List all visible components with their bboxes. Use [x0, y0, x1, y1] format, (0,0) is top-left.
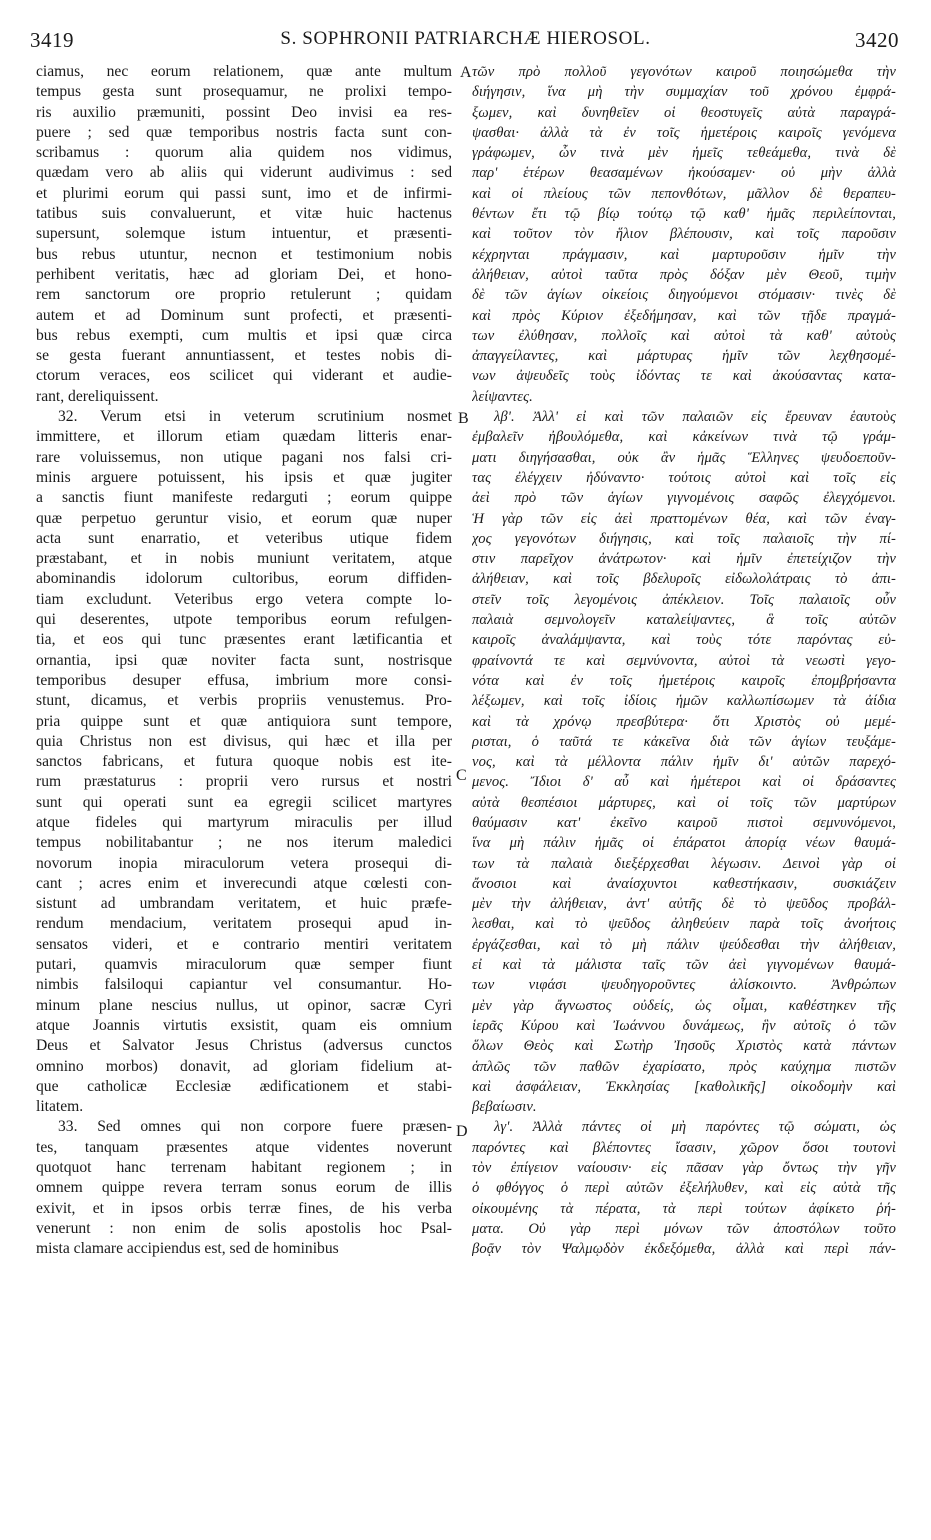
text-line: δὲ τῶν ἁγίων οἰκείοις διηγούμενοι στόμασιν· τινὲς δὲ	[472, 287, 896, 304]
text-line: μὲν γὰρ ἄγνωστος οὐδείς, ὡς οἶμαι, καθέστηκεν τῆς	[472, 997, 896, 1014]
text-line: τῶν πρὸ πολλοῦ γεγονότων καιροῦ ποιησώμεθα τὴν	[472, 64, 896, 80]
text-line: minis arguere potuissent, his ipsis et quæ jugiter	[36, 468, 452, 486]
text-line: στιν παρεῖχον ἀνάτρωτον· καὶ ἡμῖν ἐπετείχιζον τὴν	[472, 551, 896, 568]
text-line: se gesta fuerant annuntiassent, et testes nobis di-	[36, 347, 452, 365]
text-line: rendum mendacium, veritatem prosequi apud in-	[36, 915, 452, 933]
text-line: τὸν ἐπίγειον ναίουσιν· εἰς πᾶσαν γὰρ ὄντως τὴν γῆν	[472, 1160, 896, 1177]
text-line: ματα. Οὐ γὰρ περὶ μόνων τῶν ἀποστόλων τοῦτο	[472, 1220, 896, 1237]
right-column-number: 3420	[855, 28, 899, 52]
text-line: scribamus : quorum alia quidem nos vidimus,	[36, 144, 452, 162]
text-line: καὶ ἀσφάλειαν, Ἐκκλησίας [καθολικῆς] οἰκοδομὴν καὶ	[472, 1078, 896, 1095]
text-line: καὶ οἱ πλείους τῶν πεπονθότων, μᾶλλον δὲ θεραπευ-	[472, 185, 896, 202]
text-line: tempus nobilitabantur ; ne nos iterum maledici	[36, 834, 452, 852]
text-line: ἁπλῶς τῶν παθῶν ἐχαρίσατο, πρὸς καύχημα πιστῶν	[472, 1058, 896, 1075]
text-line: ciamus, nec eorum relationem, quæ ante multum	[36, 63, 452, 80]
latin-column	[36, 62, 452, 1260]
text-line: διήγησιν, ἵνα μὴ τὴν συμμαχίαν τοῦ χρόνου ἐμφρά-	[472, 84, 896, 101]
text-line: rum præstaturus : proprii vero rursus et nostri	[36, 773, 452, 791]
page-header	[0, 28, 931, 56]
text-line: bus rebus exempti, cum multis et ipsi quæ circa	[36, 326, 452, 344]
text-line: ματι διηγήσασθαι, οὐκ ἂν ἡμᾶς Ἕλληνες ψευδοεποῦν-	[472, 449, 896, 466]
text-line: litatem.	[36, 1098, 84, 1116]
text-line: tia, et eos qui tunc præsentes erant lætificantia et	[36, 631, 452, 649]
section-marker-d: D	[456, 1123, 468, 1140]
text-line: φραίνοντά τε καὶ σεμνύνοντα, αὐτοὶ τὰ νεωστὶ γεγο-	[472, 652, 896, 669]
text-line: bus rebus utuntur, necnon et testimonium nobis	[36, 245, 452, 263]
text-line: perhibent veritatis, hæc ad gloriam Dei, et hono-	[36, 265, 452, 283]
text-line: μενος. Ἴδιοι δ' αὖ καὶ ἡμέτεροι καὶ οἱ δράσαντες	[472, 774, 896, 791]
text-line: ἐμβαλεῖν ἠβουλόμεθα, καὶ κἀκείνων τινὰ τῷ γράμ-	[472, 429, 896, 446]
text-line: ἵνα μὴ πάλιν ἡμᾶς οἱ ἐπάρατοι ἀπορίᾳ νέων θαυμά-	[472, 835, 896, 852]
text-line: ctorum veraces, eos scilicet qui viderant et audie-	[36, 367, 452, 385]
text-line: ψασθαι· ἀλλὰ τὰ ἐν τοῖς ἡμετέροις καιροῖς γενόμενα	[472, 124, 896, 141]
text-line: pria quippe sunt et quæ antiquiora sunt tempore,	[36, 712, 452, 730]
text-line: βεβαίωσιν.	[472, 1099, 537, 1116]
text-line: tiam excludunt. Veteribus ergo vetera compte lo-	[36, 590, 452, 608]
text-line: temporibus desuper effusa, imbrium more consi-	[36, 671, 452, 689]
text-line: minum plane nescius nullus, ut opinor, sacræ Cyri	[36, 996, 452, 1014]
text-line: νων ἀψευδεῖς τοὺς ἰδόντας τε καὶ ἀκούσαντας κατα-	[472, 368, 896, 385]
text-line: quotquot hanc terrenam habitant regionem ; in	[36, 1159, 452, 1177]
text-line: a sanctis fiunt manifeste redarguti ; eorum quippe	[36, 489, 452, 507]
text-line: καιροῖς ἀναλάμψαντα, καὶ τοὺς τότε παρόντας εὐ-	[472, 632, 896, 649]
text-line: 33. Sed omnes qui non corpore fuere præsen-	[58, 1118, 452, 1136]
text-line: παρ' ἑτέρων θεασαμένων ἠκούσαμεν· οὐ μὴν ἀλλὰ	[472, 165, 896, 182]
text-line: ὁ φθόγγος ὁ περὶ αὐτῶν ἐξελήλυθεν, καὶ εἰς αὐτὰ τῆς	[472, 1180, 896, 1197]
text-line: ἱερᾶς Κύρου καὶ Ἰωάννου δυνάμεως, ἣν αὐτοῖς ὁ τῶν	[472, 1017, 896, 1034]
text-line: ἀπαγγείλαντες, καὶ μάρτυρας ἡμῖν τῶν λεχθησομέ-	[472, 348, 896, 365]
text-line: omnem quippe revera terram sonus eorum de illis	[36, 1179, 452, 1197]
text-line: κέχρηνται πράγμασιν, καὶ μαρτυροῦσιν ἡμῖν τὴν	[472, 246, 896, 263]
text-line: τας ἐλέγχειν ἠδύναντο· τούτοις αὐτοὶ καὶ τοῖς εἰς	[472, 469, 896, 486]
text-line: sensatos videri, et e contrario mentiri veritatem	[36, 935, 452, 953]
text-line: θαύμασιν κατ' ἐκεῖνο καιροῦ πιστοὶ σεμνυνόμενοι,	[472, 814, 896, 831]
text-line: stunt, dicamus, et verbis propriis venustemus. Pro-	[36, 692, 452, 710]
text-line: abominandis idolorum cultoribus, eorum diffiden-	[36, 570, 452, 588]
text-line: quæ perpetuo geruntur visio, et eorum quæ nuper	[36, 509, 452, 527]
text-line: sanctos fabricans, et futura quoque nobis est ite-	[36, 753, 452, 771]
text-line: acta sunt enarratio, et veteribus utique fidem	[36, 529, 452, 547]
text-line: των τὰ παλαιὰ διεξέρχεσθαι λέγωσιν. Δεινοὶ γὰρ οἱ	[472, 855, 896, 872]
text-line: μὲν τὴν ἀλήθειαν, ἀντ' αὐτῆς δὲ τὸ ψεῦδος προβάλ-	[472, 896, 896, 913]
text-line: qui deserentes, utpote temporibus eorum refulgen-	[36, 611, 452, 629]
text-line: οἰκουμένης τὰ πέρατα, τὰ περὶ τούτων ἀφίκετο ῥή-	[472, 1200, 896, 1217]
running-title: S. SOPHRONII PATRIARCHÆ HIEROSOL.	[280, 28, 651, 49]
text-line: στεῖν τοῖς λεγομένοις ἀπέκλειον. Τοῖς παλαιοῖς οὖν	[472, 591, 896, 608]
text-line: βοᾷν τὸν Ψαλμῳδὸν ἐκδεξόμεθα, ἀλλὰ καὶ περὶ πάν-	[472, 1241, 896, 1258]
text-line: rare voluissemus, non utique pagani nos falsi cri-	[36, 448, 452, 466]
text-line: ornantia, ipsi quæ noviter facta sunt, nostrisque	[36, 651, 452, 669]
section-marker-b: B	[458, 410, 469, 427]
text-line: præstabant, et in nobis muniunt veritatem, atque	[36, 550, 452, 568]
text-line: ἄνοσιοι καὶ ἀναίσχυντοι καθεστήκασιν, συσκιάζειν	[472, 875, 896, 892]
text-line: exivit, et in ipsos orbis terræ fines, de his verba	[36, 1199, 452, 1217]
text-line: tes, tanquam præsentes atque videntes noverunt	[36, 1138, 452, 1156]
text-line: καὶ πρὸς Κύριον ἐξεδήμησαν, καὶ τῶν τῇδε πραγμά-	[472, 307, 896, 324]
text-line: 32. Verum etsi in veterum scrutinium nosmet	[58, 408, 452, 426]
text-line: ξωμεν, καὶ δυνηθεῖεν οἱ θεοστυγεῖς αὐτὰ παραγρά-	[472, 104, 896, 121]
text-line: autem et ad Dominum sunt profecti, et præsenti-	[36, 306, 452, 324]
text-line: χος γεγονότων διήγησις, καὶ τοῖς παλαιοῖς τὴν πί-	[472, 530, 896, 547]
text-line: tempus gesta sunt prosequamur, ne prolixi tempo-	[36, 83, 452, 101]
text-line: Ἡ γὰρ τῶν εἰς ἀεὶ πραττομένων θέα, καὶ τῶν ἐναγ-	[472, 510, 896, 527]
text-line: των νιφάσι ψευδηγοροῦντες ἁλίσκοιντο. Ἀνθρώπων	[472, 977, 896, 994]
text-line: παλαιὰ σεμνολογεῖν καταλείψαντες, ἃ τοῖς αὐτῶν	[472, 612, 896, 629]
text-line: nimbis falsiloqui capiantur vel consumantur. Ho-	[36, 976, 452, 994]
text-line: sunt qui operati sunt ea egregii scilicet martyres	[36, 793, 452, 811]
text-line: καὶ τοῦτον τὸν ἥλιον βλέπουσιν, καὶ τοῖς παροῦσιν	[472, 226, 896, 243]
text-line: λβʹ. Ἀλλ' εἰ καὶ τῶν παλαιῶν εἰς ἔρευναν ἑαυτοὺς	[494, 409, 896, 426]
text-line: αὐτὰ θεσπέσιοι μάρτυρες, καὶ οἱ τοῖς τῶν μαρτύρων	[472, 794, 896, 811]
text-line: λείψαντες.	[472, 388, 533, 405]
greek-column	[472, 62, 896, 1260]
text-line: εἰ καὶ τὰ μάλιστα ταῖς τῶν ἀεὶ γιγνομένων θαυμά-	[472, 957, 896, 974]
text-line: ris auxilio præmuniti, possint Deo invisi ea res-	[36, 103, 452, 121]
text-line: ἀλήθειαν, αὐτοὶ ταῦτα πρὸς δόξαν μὲν Θεοῦ, τιμὴν	[472, 266, 896, 283]
text-line: των ἐλύθησαν, πολλοῖς καὶ αὐτοὶ τὰ καθ' αὐτοὺς	[472, 327, 896, 344]
text-line: νότα καὶ ἐν τοῖς ἡμετέροις καιροῖς ἐπομβρήσαντα	[472, 672, 896, 689]
text-line: atque Joannis virtutis exsistit, quam eis omnium	[36, 1016, 452, 1034]
text-line: rant, dereliquissent.	[36, 387, 159, 405]
text-line: putari, quamvis miraculorum quæ semper fiunt	[36, 956, 452, 974]
text-line: quia Christus non est divisus, qui hæc et illa per	[36, 732, 452, 750]
text-line: rem sanctorum ore proprio retulerunt ; quidam	[36, 286, 452, 304]
text-line: ἐργάζεσθαι, καὶ τὸ μὴ πάλιν ψεύδεσθαι τὴν ἀλήθειαν,	[472, 936, 896, 953]
text-line: atque fideles qui martyrum miraculis per illud	[36, 813, 452, 831]
text-line: ἀεὶ πρὸ τῶν ἁγίων γιγνομένοις σαφῶς ἐλεγχόμενοι.	[472, 490, 896, 507]
text-line: λέξωμεν, καὶ τοῖς ἰδίοις ἡμῶν καλλωπίσωμεν τὰ ἀίδια	[472, 693, 896, 710]
text-line: Deus et Salvator Jesus Christus (adversus cunctos	[36, 1037, 452, 1055]
text-line: venerunt : non enim de solis apostolis hoc Psal-	[36, 1219, 452, 1237]
text-line: que catholicæ Ecclesiæ ædificationem et stabi-	[36, 1077, 452, 1095]
text-line: immittere, et illorum etiam quædam litteris enar-	[36, 428, 452, 446]
text-line: supersunt, solemque istum intuentur, et præsenti-	[36, 225, 452, 243]
text-line: et plurimi eorum qui passi sunt, imo et de infirmi-	[36, 184, 452, 202]
section-marker-c: C	[456, 767, 467, 784]
section-marker-a: A	[460, 64, 472, 81]
left-column-number: 3419	[30, 28, 74, 52]
text-line: omnino morbos) donavit, ad gloriam fidelium at-	[36, 1057, 452, 1075]
text-line: cant ; acres enim et inverecundi atque cœlesti con-	[36, 874, 452, 892]
text-line: puere ; sed quæ temporibus nostris facta sunt con-	[36, 123, 452, 141]
text-line: καὶ τὰ χρόνῳ πρεσβύτερα· ὅτι Χριστὸς οὐ μεμέ-	[472, 713, 896, 730]
text-line: θέντων ἔτι τῷ βίῳ τούτῳ τῷ καθ' ἡμᾶς περιλείπονται,	[472, 206, 896, 223]
text-line: ἀλήθειαν, καὶ τοῖς βδελυροῖς εἰδωλολάτραις τὸ ἀπι-	[472, 571, 896, 588]
text-line: λγʹ. Ἀλλὰ πάντες οἱ μὴ παρόντες τῷ σώματι, ὡς	[494, 1119, 896, 1136]
text-line: mista clamare accipiendus est, sed de hominibus	[36, 1240, 339, 1258]
text-line: novorum inopia miraculorum vetera prosequi di-	[36, 854, 452, 872]
text-line: λεσθαι, καὶ τὸ ψεῦδος ἀληθεύειν παρὰ τοῖς ἀνοήτοις	[472, 916, 896, 933]
text-line: παρόντες καὶ βλέποντες ἴσασιν, χῶρον ὅσοι τουτονὶ	[472, 1139, 896, 1156]
text-line: γράφωμεν, ὧν τινὰ μὲν ἡμεῖς τεθεάμεθα, τινὰ δὲ	[472, 145, 896, 162]
text-line: ρισται, ὁ ταῦτά τε κἀκεῖνα διὰ τῶν ἁγίων τευξάμε-	[472, 733, 896, 750]
text-line: νος, καὶ τὰ μέλλοντα πάλιν ἡμῖν δι' αὐτῶν παρεχό-	[472, 754, 896, 771]
text-line: tatibus suis convaluerunt, et vitæ huic hactenus	[36, 205, 452, 223]
text-line: quædam vero ab aliis qui viderunt audivimus : sed	[36, 164, 452, 182]
text-line: sistunt ad umbrandam veritatem, et huic præfe-	[36, 895, 452, 913]
text-line: ὅλων Θεὸς καὶ Σωτὴρ Ἰησοῦς Χριστὸς κατὰ πάντων	[472, 1038, 896, 1055]
